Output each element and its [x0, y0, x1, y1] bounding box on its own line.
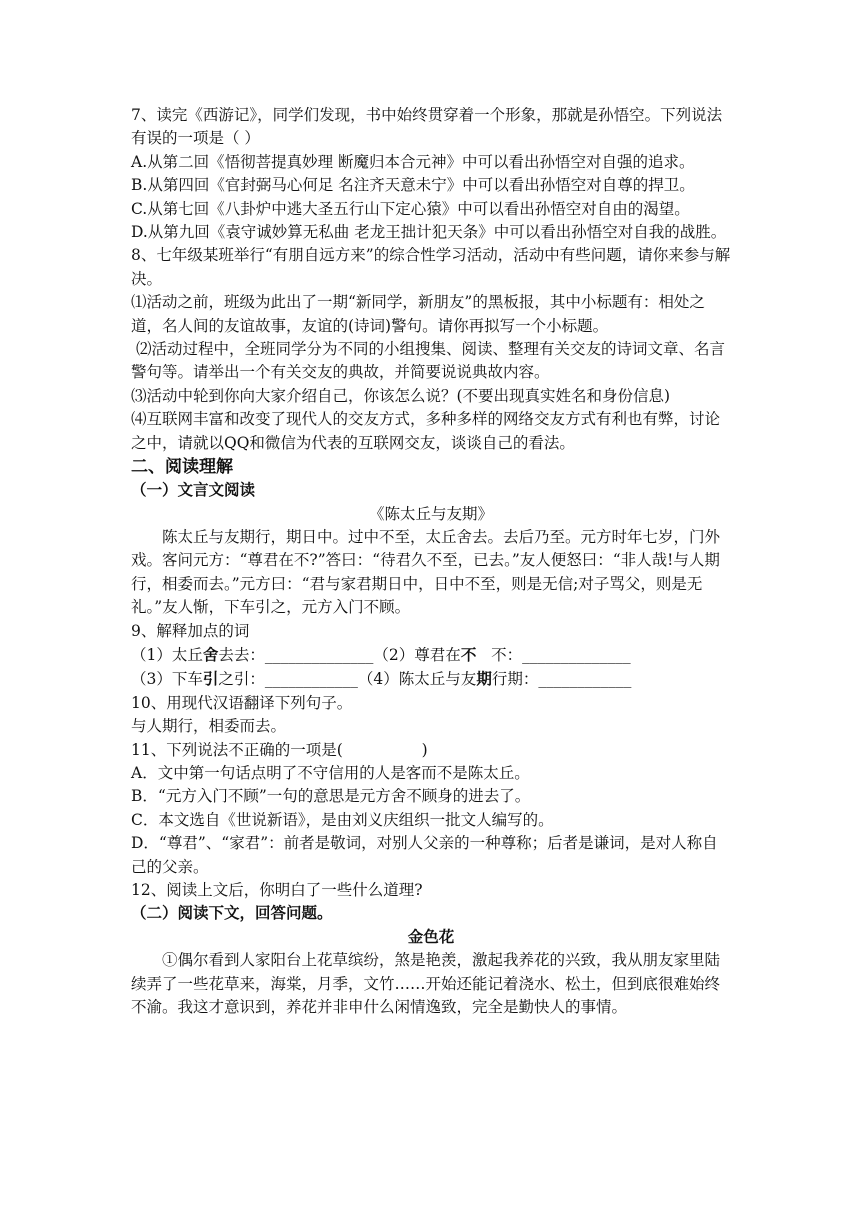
q9-item-4-word: 期	[476, 669, 492, 689]
q9-item-2-pre: 尊君在	[414, 645, 461, 664]
q9-item-1-pre: 太丘	[171, 645, 203, 664]
q9-stem: 9、解释加点的词	[131, 621, 250, 640]
q7-option-d: D.从第九回《袁守诚妙算无私曲 老龙王拙计犯天条》中可以看出孙悟空对自我的战胜。	[131, 223, 727, 242]
q9-item-4-num: （4）	[357, 670, 399, 689]
q7-option-b: B.从第四回《官封弼马心何足 名注齐天意未宁》中可以看出孙悟空对自尊的捍卫。	[131, 176, 695, 195]
passage-1-text: 陈太丘与友期行，期日中。过中不至，太丘舍去。去后乃至。元方时年七岁，门外戏。客问元方：“尊君在不?”答曰：“待君久不至，已去。”友人便怒曰：“非人哉!与人期行，相委而去。”元方曰：“君与家君期日中，日中不至，则是无信;对子骂父，则是无礼。”友人惭，下车引之，元方入门不顾。	[131, 527, 721, 617]
q11-option-a: A．文中第一句话点明了不守信用的人是客而不是陈太丘。	[131, 763, 530, 782]
section-2-title: 二、阅读理解	[131, 457, 233, 478]
q7-option-c: C.从第七回《八卦炉中逃大圣五行山下定心猿》中可以看出孙悟空对自由的渴望。	[131, 199, 690, 218]
q9-item-3-num: （3）	[131, 670, 172, 689]
q9-item-2-word: 不	[460, 644, 477, 664]
document-body	[131, 104, 731, 1019]
passage-1-title: 《陈太丘与友期》	[368, 504, 493, 523]
q9-item-1-word: 舍	[202, 644, 219, 664]
q9-item-3-post: 之引：	[218, 670, 265, 689]
passage-2-title: 金色花	[407, 927, 455, 946]
part-1-title: （一）文言文阅读	[131, 481, 256, 500]
q9-item-2-num: （2）	[373, 645, 415, 664]
q9-item-2-blank[interactable]: ______________	[522, 645, 631, 664]
q9-item-1-post: 去去：	[218, 645, 265, 664]
q9-item-4	[358, 670, 631, 688]
passage-2-paragraph-1: ①偶尔看到人家阳台上花草缤纷，煞是艳羡，激起我养花的兴致，我从朋友家里陆续弄了一些花草来，海棠，月季，文竹……开始还能记着浇水、松土，但到底很难始终不渝。我这才意识到，养花并非申什么闲情逸致，完全是勤快人的事情。	[131, 951, 721, 1017]
q7-stem: 7、读完《西游记》，同学们发现，书中始终贯穿着一个形象，那就是孙悟空。下列说法有误的一项是（ ）	[131, 106, 723, 148]
q8-item-3: ⑶活动中轮到你向大家介绍自己，你该怎么说？(不要出现真实姓名和身份信息)	[131, 386, 671, 405]
q9-item-3-pre: 下车	[171, 670, 203, 689]
q9-item-3-blank[interactable]: ____________	[264, 670, 358, 689]
q11-option-d: D．“尊君”、“家君”：前者是敬词，对别人父亲的一种尊称；后者是谦词，是对人称自己的父亲。	[131, 834, 718, 876]
q10-stem: 10、用现代汉语翻译下列句子。	[131, 693, 353, 712]
q8-item-2: ⑵活动过程中，全班同学分为不同的小组搜集、阅读、整理有关交友的诗词文章、名言警句等。请举出一个有关交友的典故，并简要说说典故内容。	[131, 340, 725, 382]
q10-sentence: 与人期行，相委而去。	[131, 717, 287, 736]
q9-row-2	[131, 667, 731, 691]
part-2-title: （二）阅读下文，回答问题。	[131, 904, 333, 923]
q9-row-1	[131, 643, 731, 667]
q8-stem: 8、七年级某班举行“有朋自远方来”的综合性学习活动，活动中有些问题，请你来参与解 决。	[131, 246, 731, 288]
q9-item-4-blank[interactable]: ____________	[538, 670, 632, 689]
q11-option-c: C．本文选自《世说新语》，是由刘义庆组织一批文人编写的。	[131, 810, 554, 829]
q9-item-2	[373, 646, 630, 664]
q7-option-a: A.从第二回《悟彻菩提真妙理 断魔归本合元神》中可以看出孙悟空对自强的追求。	[131, 152, 695, 171]
q12-stem: 12、阅读上文后，你明白了一些什么道理?	[131, 881, 423, 899]
q9-item-3	[131, 670, 358, 688]
q9-item-3-word: 引	[202, 669, 219, 689]
q9-item-4-post: 行期：	[491, 670, 539, 689]
q9-item-1-num: （1）	[131, 645, 172, 664]
q9-item-2-post: 不：	[476, 645, 523, 664]
q8-item-1: ⑴活动之前，班级为此出了一期“新同学，新朋友”的黑板报，其中小标题有：相处之道，名人间的友谊故事，友谊的(诗词)警句。请你再拟写一个小标题。	[131, 293, 705, 335]
q8-item-4: ⑷互联网丰富和改变了现代人的交友方式，多种多样的网络交友方式有利也有弊，讨论之中，请就以QQ和微信为代表的互联网交友，谈谈自己的看法。	[131, 410, 721, 452]
q9-item-1-blank[interactable]: ______________	[264, 645, 374, 664]
q9-item-1	[131, 646, 373, 664]
q9-item-4-pre: 陈太丘与友	[398, 670, 477, 689]
q11-stem: 11、下列说法不正确的一项是( )	[131, 740, 428, 759]
q11-option-b: B．“元方入门不顾”一句的意思是元方舍不顾身的进去了。	[131, 787, 531, 806]
